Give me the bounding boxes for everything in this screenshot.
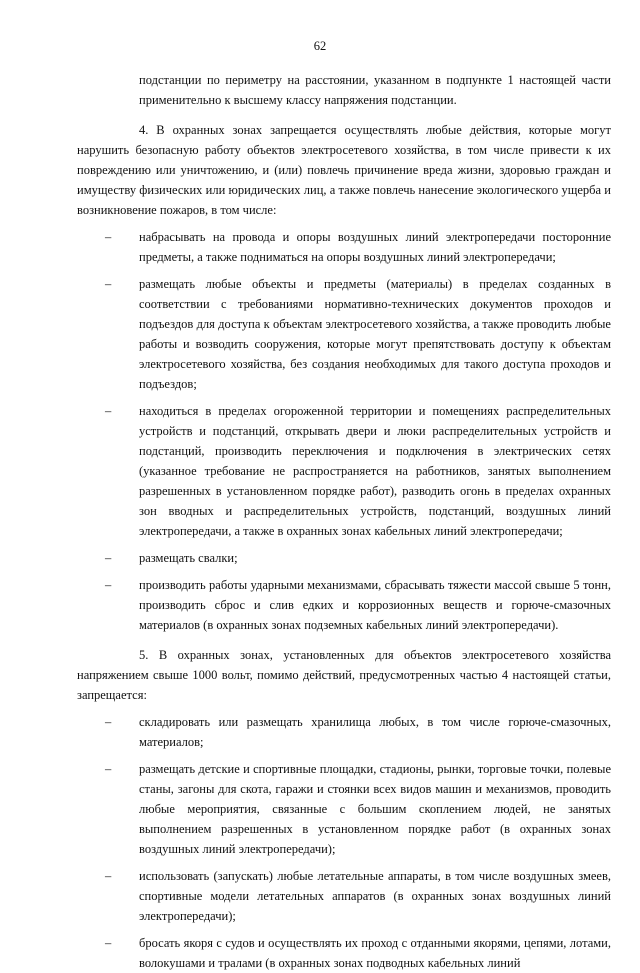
list-item <box>77 866 611 926</box>
list-5 <box>77 712 611 973</box>
list-item-text: использовать (запускать) любые летательные аппараты, в том числе воздушных змеев, спортивные модели летательных аппаратов (в охранных зонах воздушных линий электропередачи); <box>139 869 611 923</box>
list-item-text: набрасывать на провода и опоры воздушных линий электропередачи посторонние предметы, а также подниматься на опоры воздушных линий электропередачи; <box>139 230 611 264</box>
paragraph-4: 4. В охранных зонах запрещается осуществлять любые действия, которые могут нарушить безопасную работу объектов электросетевого хозяйства, в том числе привести к их повреждению или уничтожению, и (или) повлечь причинение вреда жизни, здоровью граждан и имуществу физических или юридических лиц, а также повлечь нанесение экологического ущерба и возникновение пожаров, в том числе: <box>77 123 611 217</box>
list-item-text: складировать или размещать хранилища любых, в том числе горюче-смазочных, материалов; <box>139 715 611 749</box>
list-bullet: – <box>105 715 112 729</box>
list-bullet: – <box>105 578 112 592</box>
list-bullet: – <box>105 404 112 418</box>
document-body <box>77 70 611 973</box>
continuation-text: подстанции по периметру на расстоянии, указанном в подпункте 1 настоящей части применительно к высшему классу напряжения подстанции. <box>139 73 611 107</box>
list-item-text: размещать свалки; <box>139 551 238 565</box>
list-item-text: находиться в пределах огороженной территории и помещениях распределительных устройств и подстанций, открывать двери и люки распределительных устройств и подстанций, производить переключения и подключения в электрических сетях (указанное требование не распространяется на работников, занятых выполнением разрешенных в установленном порядке работ), разводить огонь в пределах охранных зон вводных и распределительных устройств, подстанций, воздушных линий электропередачи, а также в охранных зонах кабельных линий электропередачи; <box>139 404 611 538</box>
list-bullet: – <box>105 762 112 776</box>
list-4 <box>77 227 611 635</box>
list-item <box>77 575 611 635</box>
list-bullet: – <box>105 869 112 883</box>
list-item <box>77 227 611 267</box>
list-bullet: – <box>105 277 112 291</box>
list-item <box>77 759 611 859</box>
list-item <box>77 401 611 541</box>
list-item-text: бросать якоря с судов и осуществлять их проход с отданными якорями, цепями, лотами, волокушами и тралами (в охранных зонах подводных кабельных линий <box>139 936 611 970</box>
list-bullet: – <box>105 230 112 244</box>
list-item <box>77 933 611 973</box>
paragraph-5: 5. В охранных зонах, установленных для объектов электросетевого хозяйства напряжением свыше 1000 вольт, помимо действий, предусмотренных частью 4 настоящей статьи, запрещается: <box>77 648 611 702</box>
list-item <box>77 548 611 568</box>
list-item-text: производить работы ударными механизмами, сбрасывать тяжести массой свыше 5 тонн, производить сброс и слив едких и коррозионных веществ и горюче-смазочных материалов (в охранных зонах подземных кабельных линий электропередачи). <box>139 578 611 632</box>
list-item-text: размещать любые объекты и предметы (материалы) в пределах созданных в соответствии с требованиями нормативно-технических документов проходов и подъездов для доступа к объектам электросетевого хозяйства, а также проводить любые работы и возводить сооружения, которые могут препятствовать доступу к объектам электросетевого хозяйства, без создания необходимых для такого доступа проходов и подъездов; <box>139 277 611 391</box>
list-bullet: – <box>105 551 112 565</box>
list-bullet: – <box>105 936 112 950</box>
list-item <box>77 712 611 752</box>
page-number: 62 <box>313 39 327 53</box>
list-item <box>77 274 611 394</box>
list-item-text: размещать детские и спортивные площадки, стадионы, рынки, торговые точки, полевые станы, загоны для скота, гаражи и стоянки всех видов машин и механизмов, проводить любые мероприятия, связанные с большим скоплением людей, не занятых выполнением разрешенных в установленном порядке работ (в охранных зонах воздушных линий электропередачи); <box>139 762 611 856</box>
